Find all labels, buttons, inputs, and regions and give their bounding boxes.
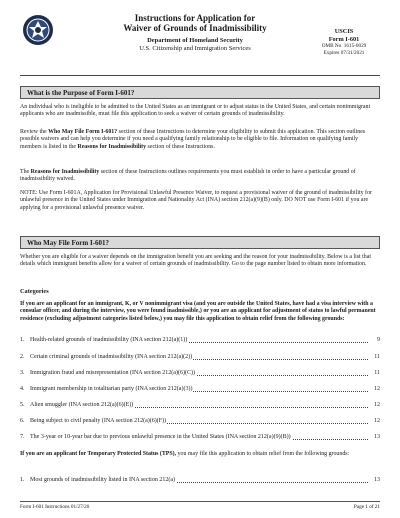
reasons-reference: Reasons for Inadmissibility bbox=[30, 169, 100, 175]
list-item[interactable] bbox=[20, 401, 380, 410]
list-item[interactable] bbox=[20, 476, 380, 485]
uscis-label: USCIS bbox=[334, 28, 354, 35]
footer-divider bbox=[20, 501, 380, 502]
item-text: Immigration fraud and misrepresentation (INA section 212(a)(6)(C)) bbox=[30, 370, 195, 376]
item-page: 12 bbox=[368, 401, 380, 410]
title-line-2: Waiver of Grounds of Inadmissibility bbox=[123, 23, 267, 33]
item-text: Alien smuggler (INA section 212(a)(6)(E)) bbox=[30, 402, 134, 408]
tps-intro-bold: If you are an applicant for Temporary Protected Status (TPS), bbox=[20, 451, 177, 457]
list-item[interactable] bbox=[20, 417, 380, 426]
agency-name: U.S. Citizenship and Immigration Services bbox=[139, 45, 251, 52]
text-run: section of these Instructions outlines requirements you must establish in order to have a particular ground of inadmissibility waived. bbox=[20, 169, 356, 183]
department-block bbox=[60, 37, 330, 53]
section-heading-text: What is the Purpose of Form I-601? bbox=[27, 88, 135, 97]
item-page: 13 bbox=[368, 476, 380, 485]
list-item[interactable] bbox=[20, 353, 380, 362]
immigrant-applicant-intro: If you are an applicant for an immigrant, K, or V nonimmigrant visa (and you are outside the United States, have had a visa interview with a consular officer, and during the interview, you were found inadmissible,) or you are an applicant for adjustment of status to lawful permanent residence (excluding adjustment categories listed below,) you may file this application to obtain relief from the following grounds: bbox=[20, 301, 376, 322]
purpose-note: NOTE: Use Form I-601A, Application for Provisional Unlawful Presence Waiver, to request a provisional waiver of the ground of inadmissibility for unlawful presence in the United States under Immigration and Nationality Act (INA) section 212(a)(9)(B) only. DO NOT use Form I-601 if you are applying for a provisional unlawful presence waiver. bbox=[20, 190, 372, 211]
department-name: Department of Homeland Security bbox=[147, 37, 243, 44]
item-number: 4. bbox=[20, 386, 25, 392]
section-heading-who-may-file bbox=[20, 236, 380, 249]
document-title bbox=[60, 13, 330, 33]
list-item[interactable] bbox=[20, 336, 380, 345]
item-text: The 3-year or 10-year bar due to previous unlawful presence in the United States (INA section 212(a)(9)(B)) bbox=[30, 434, 291, 440]
item-number: 5. bbox=[20, 402, 25, 408]
item-page: 9 bbox=[368, 336, 380, 345]
text-run: The bbox=[20, 169, 31, 175]
item-text: Health-related grounds of inadmissibility (INA section 212(a)(1)) bbox=[30, 337, 188, 343]
item-number: 1. bbox=[20, 477, 25, 483]
form-number: Form I-601 bbox=[328, 35, 360, 43]
document-header bbox=[20, 10, 380, 82]
item-page: 12 bbox=[368, 417, 380, 426]
item-number: 3. bbox=[20, 370, 25, 376]
section-heading-purpose bbox=[20, 86, 380, 99]
categories-label: Categories bbox=[20, 288, 49, 295]
item-text: Being subject to civil penalty (INA section 212(a)(6)(F)) bbox=[30, 418, 167, 424]
footer-form-version: Form I-601 Instructions 01/27/20 bbox=[20, 504, 90, 510]
list-item[interactable] bbox=[20, 369, 380, 378]
item-text: Certain criminal grounds of inadmissibility (INA section 212(a)(2)) bbox=[30, 354, 193, 360]
footer-page-number: Page 1 of 21 bbox=[353, 504, 380, 510]
who-may-file-reference: Who May File Form I-601? bbox=[48, 129, 118, 135]
form-id-block bbox=[308, 28, 380, 56]
reasons-reference: Reasons for Inadmissibility bbox=[77, 143, 147, 150]
purpose-paragraph-3 bbox=[20, 169, 380, 184]
purpose-paragraph-1: An individual who is ineligible to be admitted to the United States as an immigrant or to adjust status in the United States, and certain nonimmigrant applicants who are inadmissible, must file this application to seek a waiver of certain grounds of inadmissibility. bbox=[20, 104, 371, 118]
purpose-paragraph-2 bbox=[20, 129, 380, 151]
item-page: 11 bbox=[368, 353, 380, 362]
item-text: Most grounds of inadmissibility listed in INA section 212(a) bbox=[30, 477, 175, 483]
item-text: Immigrant membership in totalitarian party (INA section 212(a)(3)) bbox=[30, 386, 193, 392]
text-run: you may file this application to obtain relief from the following grounds: bbox=[176, 451, 350, 457]
who-may-file-paragraph: Whether you are eligible for a waiver depends on the immigration benefit you are seeking and the reason for your inadmissibility. Below is a list that details which immigrant benefits allow for a waiver of certain grounds of inadmissibility. Go to the page number listed to obtain more information. bbox=[20, 254, 371, 268]
item-page: 11 bbox=[368, 369, 380, 378]
text-run: section of these Instructions to determine your eligibility to submit this application. This section outlines possible waivers and can help you determine if you need a qualifying family relationship to be eligible to file. Information on qualifying family members is listed in the bbox=[20, 129, 366, 150]
item-page: 12 bbox=[368, 385, 380, 394]
item-page: 13 bbox=[368, 433, 380, 442]
section-heading-text: Who May File Form I-601? bbox=[27, 238, 110, 247]
item-number: 2. bbox=[20, 354, 25, 360]
header-divider bbox=[20, 75, 380, 76]
item-number: 6. bbox=[20, 418, 25, 424]
expiration-date: Expires 07/31/2021 bbox=[323, 49, 365, 56]
list-item[interactable] bbox=[20, 433, 380, 442]
text-run: Review the bbox=[20, 129, 49, 135]
item-number: 7. bbox=[20, 434, 25, 440]
text-run: section of these Instructions. bbox=[146, 143, 215, 150]
title-line-1: Instructions for Application for bbox=[134, 13, 256, 23]
omb-number: OMB No. 1615-0029 bbox=[321, 43, 367, 49]
tps-intro bbox=[20, 451, 380, 458]
dhs-seal-icon bbox=[22, 14, 54, 46]
item-number: 1. bbox=[20, 337, 25, 343]
list-item[interactable] bbox=[20, 385, 380, 394]
